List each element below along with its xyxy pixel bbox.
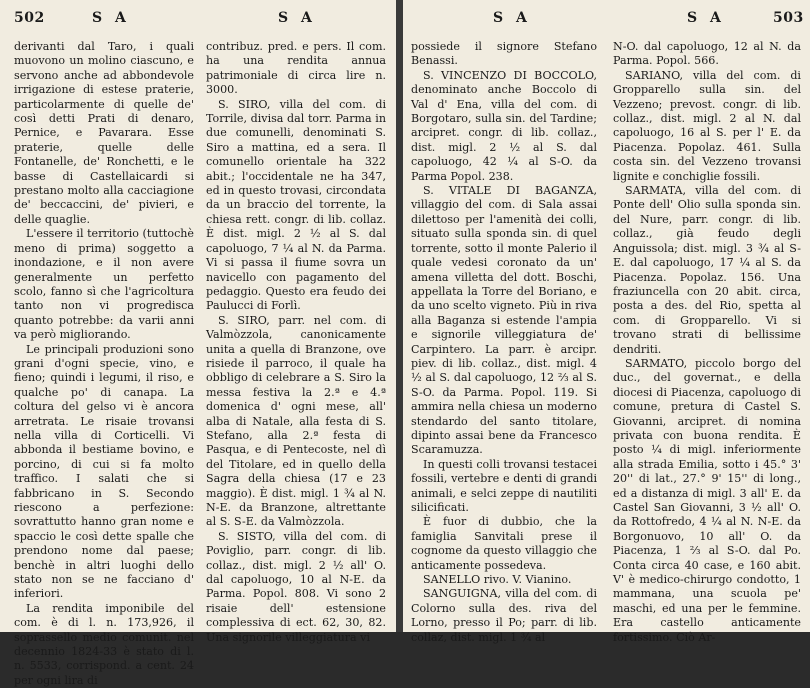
entry-sarmata: SARMATA, villa del com. di Ponte dell' Olio sulla sponda sin. del Nure, parr. congr. di lib. collaz., già feudo degli Anguissola; dist. migl. 3 ¾ al S-E. dal capoluogo, 17 ¼ al S. da Piacenza. Popolaz. 156. Una fraziuncella con 20 abit. circa, posta a des. del Rio, spetta al com. di Gropparello. Vi si trovano strati di bellissime dendriti.: [613, 184, 801, 356]
paragraph: N-O. dal capoluogo, 12 al N. da Parma. Popol. 566.: [613, 40, 801, 68]
paragraph: È fuor di dubbio, che la famiglia Sanvitali prese il cognome da questo villaggio che anticamente possedeva.: [411, 515, 597, 572]
entry-s-vincenzo-di-boccolo: S. VINCENZO DI BOCCOLO, denominato anche Boccolo di Val d' Ena, villa del com. di Borgotaro, sulla sin. del Tardine; arcipret. congr. di lib. collaz., dist. migl. 2 ½ al S. dal capoluogo, 42 ¼ al S-O. da Parma Popol. 238.: [411, 68, 597, 183]
paragraph: In questi colli trovansi testacei fossili, vertebre e denti di grandi animali, e selci zeppe di nautiliti silicificati.: [411, 457, 597, 514]
entry-sanguigna: SANGUIGNA, villa del com. di Colorno sulla des. riva del Lorno, presso il Po; parr. di lib. collaz, dist. migl. 1 ¾ al: [411, 587, 597, 644]
paragraph: contribuz. pred. e pers. Il com. ha una rendita annua patrimoniale di circa lire n. 3000.: [206, 40, 386, 97]
entry-s-vitale-di-baganza: S. VITALE DI BAGANZA, villaggio del com. di Sala assai dilettoso per l'amenità dei colli, situato sulla sponda sin. di quel torrente, sotto il monte Palerio il quale vedesi coronato da un' amena villetta del dott. Boschi, appellata la Torre del Boriano, e da uno scelto vigneto. Più in riva alla Baganza si estende l'ampia e signorile villeggiatura de' Carpintero. La parr. è arcipr. piev. di lib. collaz., dist. migl. 4 ½ al S. dal capoluogo, 12 ⅔ al S. S-O. da Parma. Popol. 119. Si ammira nella chiesa un moderno stendardo del santo titolare, dipinto assai bene da Francesco Scaramuzza.: [411, 184, 597, 457]
paragraph: possiede il signore Stefano Benassi.: [411, 40, 597, 68]
running-head-left-1: S A: [92, 10, 130, 26]
entry-s-siro-valmozzola: S. SIRO, parr. nel com. di Valmòzzola, canonicamente unita a quella di Branzone, ove risiede il parroco, il quale ha obbligo di celebrare a S. Siro la messa festiva la 2.ª e 4.ª domenica d' ogni mese, all' alba di Natale, alla festa di S. Stefano, alla 2.ª festa di Pasqua, e di Pentecoste, nel dì del Titolare, ed in quello della Sagra della chiesa (17 e 23 maggio). È dist. migl. 1 ¾ al N. N-E. da Branzone, altrettante al S. S-E. da Valmòzzola.: [206, 313, 386, 529]
right-page-column-1: [411, 40, 597, 645]
running-head-right-2: S A: [687, 10, 725, 26]
right-page: [403, 0, 810, 644]
paragraph: derivanti dal Taro, i quali muovono un molino ciascuno, e servono anche ad abbondevole irrigazione di estese praterie, particolarmente di quelle de' così detti Prati di denaro, Pernice, e Pavarara. Esse praterie, quelle delle Fontanelle, de' Ronchetti, e le basse di Castellaicardi si prestano molto alla cacciagione de' beccaccini, de' pivieri, e delle quaglie.: [14, 40, 194, 226]
entry-sanello: SANELLO rivo. V. Vianino.: [423, 573, 572, 587]
paragraph: Le principali produzioni sono grani d'ogni specie, vino, e fieno; quindi i legumi, il riso, e qualche po' di canapa. La coltura del gelso vi è ancora arretrata. Le risaie trovansi nella villa di Corticelli. Vi abbonda il bestiame bovino, e porcino, di cui si fa molto traffico. I salati che si fabbricano in S. Secondo riescono a perfezione: sovrattutto hanno gran nome e spaccio le così dette spalle che prendono nome dal paese; benchè in altri luoghi dello stato non se ne facciano d' inferiori.: [14, 342, 194, 601]
entry-sariano: SARIANO, villa del com. di Gropparello sulla sin. del Vezzeno; prevost. congr. di lib. collaz., dist. migl. 2 al N. dal capoluogo, 16 al S. per l' E. da Piacenza. Popolaz. 461. Sulla costa sin. del Vezzeno trovansi lignite e conchiglie fossili.: [613, 68, 801, 183]
entry-sarmato: SARMATO, piccolo borgo del duc., del governat., e della diocesi di Piacenza, capoluogo di comune, pretura di Castel S. Giovanni, arcipret. di nomina privata con buona rendita. È posto ¼ di migl. inferiormente alla strada Emilia, sotto i 45.° 3' 20'' di lat., 27.° 9' 15'' di long., ed a distanza di migl. 3 all' E. da Castel San Giovanni, 3 ½ all' O. da Rottofredo, 4 ¼ al N. N-E. da Borgonuovo, 10 all' O. da Piacenza, 1 ⅔ al S-O. dal Po. Conta circa 40 case, e 160 abit. V' è medico-chirurgo condotto, 1 mammana, una scuola pe' maschi, ed una per le femmine. Era castello anticamente fortissimo. Ciò Ar-: [613, 356, 801, 644]
right-page-column-2: [613, 40, 801, 645]
entry-s-siro-torrile: S. SIRO, villa del com. di Torrile, divisa dal torr. Parma in due comunelli, denominati S. Siro a mattina, ed a sera. Il comunello orientale ha 322 abit.; l'occidentale ne ha 347, ed in questo trovasi, circondata da un braccio del torrente, la chiesa rett. congr. di lib. collaz. È dist. migl. 2 ½ al S. dal capoluogo, 7 ¼ al N. da Parma. Vi si passa il fiume sovra un navicello con pagamento del pedaggio. Questo era feudo dei Paulucci di Forlì.: [206, 97, 386, 313]
page-number-right: 503: [773, 10, 804, 26]
left-page: [0, 0, 396, 687]
left-page-column-2: [206, 40, 386, 645]
entry-s-sisto: S. SISTO, villa del com. di Poviglio, parr. congr. di lib. collaz., dist. migl. 2 ½ all' O. dal capoluogo, 10 al N-E. da Parma. Popol. 808. Vi sono 2 risaie dell' estensione complessiva di ect. 62, 30, 82. Una signorile villeggiatura vi: [206, 529, 386, 644]
running-head-right-1: S A: [493, 10, 531, 26]
book-gutter: [396, 0, 403, 632]
running-head-left-2: S A: [278, 10, 316, 26]
paragraph: L'essere il territorio (tuttochè meno di prima) soggetto a inondazione, e il non avere generalmente un perfetto scolo, fanno sì che l'agricoltura tanto non vi progredisca quanto potrebbe: da varii anni va però migliorando.: [14, 227, 194, 342]
left-page-column-1: [14, 40, 194, 688]
page-number-left: 502: [14, 10, 45, 26]
paragraph: La rendita imponibile del com. è di l. n. 173,926, il soprassello medio comunit. nel decennio 1824-33 è stato di l. n. 5533, corrispond. a cent. 24 per ogni lira di: [14, 601, 194, 687]
